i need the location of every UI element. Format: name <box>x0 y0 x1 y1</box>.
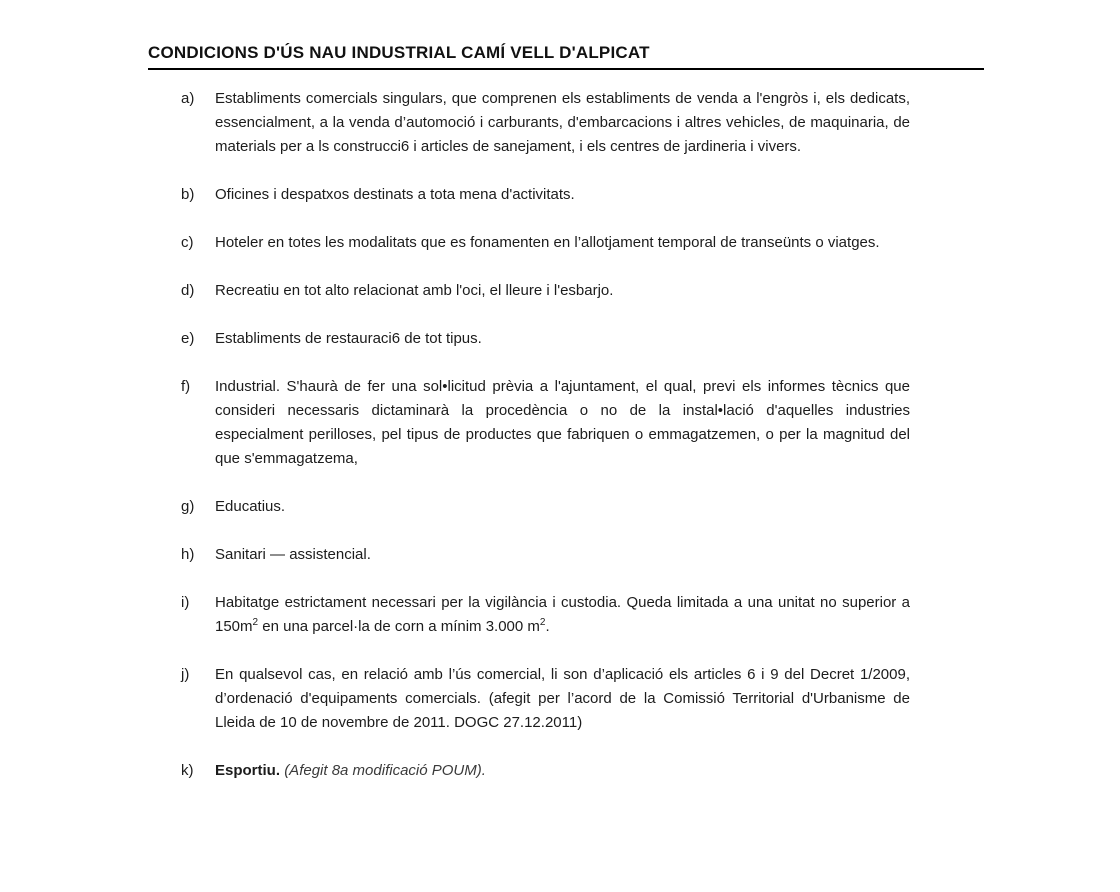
item-text-segment: . <box>545 618 550 635</box>
item-label: j) <box>181 666 190 683</box>
list-item-a <box>181 87 910 159</box>
item-text: Educatius. <box>215 498 286 515</box>
item-label: k) <box>181 762 194 779</box>
item-text: Industrial. S'haurà de fer una sol•licitud prèvia a l'ajuntament, el qual, previ els informes tècnics que consideri necessaris dictaminarà la procedència o no de la instal•lació d'aquelles industries especialment perilloses, pel tipus de productes que fabriquen o emmagatzemen, o per la magnitud del que s'emmagatzema, <box>215 378 910 467</box>
item-text-bold: Esportiu. <box>215 762 281 779</box>
list-item-h <box>181 543 910 567</box>
item-label: d) <box>181 282 195 299</box>
conditions-list <box>181 87 910 783</box>
item-text <box>215 591 910 639</box>
item-text: Oficines i despatxos destinats a tota mena d'activitats. <box>215 186 575 203</box>
list-item-b <box>181 183 910 207</box>
page-title: CONDICIONS D'ÚS NAU INDUSTRIAL CAMÍ VELL D'ALPICAT <box>148 43 650 62</box>
item-text: Establiments comercials singulars, que comprenen els establiments de venda a l'engròs i, els dedicats, essencialment, a la venda d’automoció i carburants, d'embarcacions i altres vehicles, de maquinaria, de materials per a ls construcci6 i articles de sanejament, i els centres de jardineria i vivers. <box>215 90 910 155</box>
item-text: Hoteler en totes les modalitats que es fonamenten en l’allotjament temporal de transeünts o viatges. <box>215 234 880 251</box>
item-text: Sanitari — assistencial. <box>215 546 371 563</box>
list-item-j <box>181 663 910 735</box>
list-item-c <box>181 231 910 255</box>
item-text: Recreatiu en tot alto relacionat amb l'oci, el lleure i l'esbarjo. <box>215 282 614 299</box>
item-label: c) <box>181 234 194 251</box>
list-item-k <box>181 759 910 783</box>
item-text-segment: en una parcel·la de corn a mínim 3.000 m <box>258 618 540 635</box>
item-label: e) <box>181 330 195 347</box>
item-text: En qualsevol cas, en relació amb l’ús comercial, li son d’aplicació els articles 6 i 9 del Decret 1/2009, d’ordenació d'equipaments comercials. (afegit per l’acord de la Comissió Territorial d'Urbanisme de Lleida de 10 de novembre de 2011. DOGC 27.12.2011) <box>215 666 910 731</box>
item-label: h) <box>181 546 195 563</box>
list-item-f <box>181 375 910 471</box>
list-item-d <box>181 279 910 303</box>
list-item-e <box>181 327 910 351</box>
item-text-italic: (Afegit 8a modificació POUM). <box>284 762 486 779</box>
list-item-g <box>181 495 910 519</box>
item-label: i) <box>181 594 190 611</box>
title-block <box>148 42 984 70</box>
item-text <box>215 759 910 783</box>
superscript-2: 2 <box>252 617 259 628</box>
superscript-2: 2 <box>539 617 546 628</box>
item-label: f) <box>181 378 191 395</box>
list-item-i <box>181 591 910 639</box>
item-label: g) <box>181 498 195 515</box>
item-label: b) <box>181 186 195 203</box>
item-label: a) <box>181 90 195 107</box>
item-text: Establiments de restauraci6 de tot tipus. <box>215 330 482 347</box>
item-text-segment: Habitatge estrictament necessari per la vigilància i custodia. Queda limitada a una unitat no superior a 150m <box>215 594 910 635</box>
